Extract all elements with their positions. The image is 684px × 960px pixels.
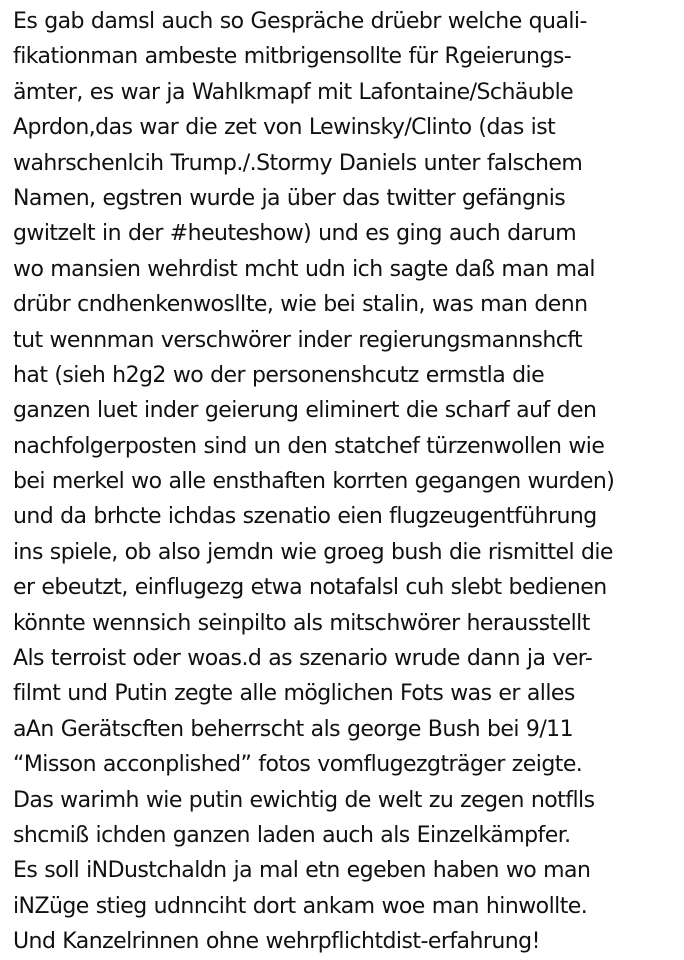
text-line-4: Aprdon,das war die zet von Lewinsky/Clinto (das ist [13, 115, 556, 141]
text-line-14: bei merkel wo alle ensthaften korrten gegangen wurden) [13, 469, 615, 495]
text-line-19: Als terroist oder woas.d as szenario wrude dann ja ver- [13, 646, 593, 672]
text-line-22: “Misson acconplished” fotos vomflugezgträger zeigte. [13, 752, 583, 778]
text-line-1: Es gab damsl auch so Gespräche drüebr welche quali- [13, 9, 587, 34]
text-line-3: ämter, es war ja Wahlkmapf mit Lafontaine/Schäuble [13, 79, 574, 105]
text-line-24: shcmiß ichden ganzen laden auch als Einzelkämpfer. [13, 822, 571, 848]
text-line-5: wahrschenlcih Trump./.Stormy Daniels unter falschem [13, 150, 583, 176]
text-line-8: wo mansien wehrdist mcht udn ich sagte daß man mal [13, 256, 595, 282]
text-line-18: könnte wennsich seinpilto als mitschwörer herausstellt [13, 610, 590, 636]
text-line-20: filmt und Putin zegte alle möglichen Fots was er alles [13, 681, 575, 707]
text-line-2: fikationman ambeste mitbrigensollte für Rgeierungs- [13, 44, 572, 70]
text-line-6: Namen, egstren wurde ja über das twitter gefängnis [13, 185, 566, 211]
text-line-13: nachfolgerposten sind un den statchef türzenwollen wie [13, 433, 605, 459]
text-line-23: Das warimh wie putin ewichtig de welt zu zegen notflls [13, 787, 595, 813]
text-line-15: und da brhcte ichdas szenatio eien flugzeugentführung [13, 504, 597, 530]
text-line-21: aAn Gerätscften beherrscht als george Bush bei 9/11 [13, 716, 574, 742]
text-line-9: drübr cndhenkenwoslIte, wie bei stalin, was man denn [13, 292, 588, 318]
text-line-10: tut wennman verschwörer inder regierungsmannshcft [13, 327, 583, 353]
text-line-25: Es soll iNDustchaldn ja mal etn egeben haben wo man [13, 858, 591, 884]
body-text [13, 4, 681, 960]
text-line-7: gwitzelt in der #heuteshow) und es ging auch darum [13, 221, 577, 247]
text-line-17: er ebeutzt, einflugezg etwa notafalsl cuh slebt bedienen [13, 575, 607, 601]
text-line-12: ganzen luet inder geierung eliminert die scharf auf den [13, 398, 597, 424]
text-line-11: hat (sieh h2g2 wo der personenshcutz ermstla die [13, 362, 545, 388]
text-line-26: iNZüge stieg udnnciht dort ankam woe man hinwollte. [13, 893, 588, 919]
text-line-27: Und Kanzelrinnen ohne wehrpflichtdist-erfahrung! [13, 929, 540, 955]
text-line-16: ins spiele, ob also jemdn wie groeg bush die rismittel die [13, 539, 613, 565]
